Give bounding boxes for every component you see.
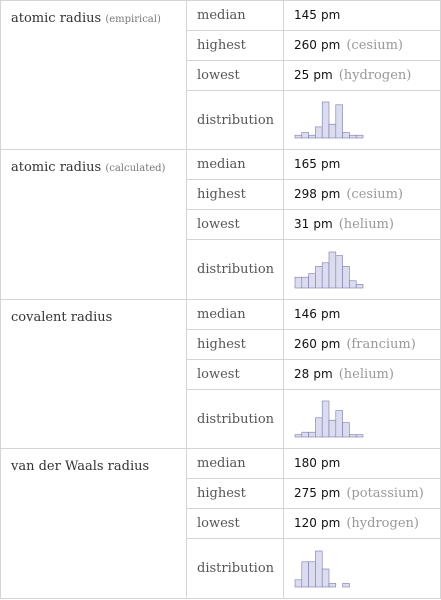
property-label: lowest [187,359,284,389]
value-number: 31 [294,217,310,232]
value-element-note: (francium) [346,336,416,352]
distribution-histogram [294,549,364,589]
value-unit: pm [313,67,333,82]
value-unit: pm [313,366,333,381]
value-element-note: (hydrogen) [338,67,412,83]
property-value [284,539,441,599]
property-label: distribution [187,539,284,599]
value-unit: pm [321,336,341,351]
property-label: highest [187,329,284,359]
value-unit: pm [321,7,341,22]
group-label: atomic radius [11,11,102,26]
value-number: 260 [294,336,317,351]
histogram-bar [315,551,322,587]
value-unit: pm [321,456,341,471]
property-value [284,299,441,329]
value-number: 260 [294,37,317,52]
value-number: 146 [294,306,317,321]
value-element-note: (helium) [338,217,394,233]
value-element-note: (cesium) [346,37,404,53]
histogram-bar [315,418,322,437]
histogram-bar [349,435,356,437]
histogram-bar [322,569,329,587]
histogram-bar [329,124,336,138]
table-row [1,1,441,31]
property-value [284,210,441,240]
property-value [284,60,441,90]
histogram-bar [356,135,363,138]
property-value [284,180,441,210]
group-sublabel: (calculated) [105,163,166,175]
value-number: 165 [294,157,317,172]
property-value [284,359,441,389]
property-value [284,240,441,300]
histogram-bar [309,561,316,586]
value-element-note: (hydrogen) [346,516,419,532]
property-label: median [187,1,284,31]
histogram-bar [336,105,343,138]
property-label: highest [187,479,284,509]
group-label-cell [1,1,187,150]
table-row [1,449,441,479]
value-number: 120 [294,516,317,531]
histogram-bar [343,133,350,139]
distribution-histogram [294,100,364,140]
value-unit: pm [321,187,341,202]
value-unit: pm [321,37,341,52]
property-label: median [187,150,284,180]
histogram-bar [349,135,356,138]
histogram-bar [343,266,350,288]
histogram-bar [309,135,316,138]
property-value [284,449,441,479]
histogram-bar [315,266,322,288]
value-number: 298 [294,187,317,202]
histogram-bar [336,411,343,437]
histogram-bar [295,277,302,288]
histogram-bar [309,273,316,287]
property-label: median [187,299,284,329]
value-element-note: (helium) [338,366,394,382]
histogram-bar [302,277,309,288]
property-value [284,479,441,509]
property-label: highest [187,180,284,210]
histogram-bar [343,583,350,587]
value-unit: pm [321,157,341,172]
property-value [284,1,441,31]
property-label: highest [187,30,284,60]
property-label: median [187,449,284,479]
property-label: distribution [187,389,284,449]
value-element-note: (cesium) [346,187,404,203]
group-label: van der Waals radius [11,459,150,475]
group-sublabel: (empirical) [105,14,161,25]
table-row [1,150,441,180]
histogram-bar [295,135,302,138]
property-label: lowest [187,210,284,240]
histogram-bar [322,401,329,437]
value-unit: pm [321,306,341,321]
property-label: lowest [187,509,284,539]
value-number: 25 [294,67,310,82]
group-label-cell [1,449,187,599]
property-label: distribution [187,240,284,300]
histogram-bar [356,284,363,288]
histogram-bar [309,432,316,437]
histogram-bar [322,102,329,138]
histogram-bar [295,435,302,437]
group-label: atomic radius [11,160,102,176]
histogram-bar [336,255,343,287]
value-number: 180 [294,456,317,471]
histogram-bar [295,579,302,586]
property-label: distribution [187,90,284,150]
property-label: lowest [187,60,284,90]
group-label-cell [1,299,187,448]
property-value [284,389,441,449]
histogram-bar [356,435,363,437]
histogram-bar [302,133,309,139]
histogram-bar [349,280,356,287]
value-number: 28 [294,366,310,381]
value-number: 145 [294,7,317,22]
histogram-bar [322,262,329,287]
property-value [284,90,441,150]
property-value [284,509,441,539]
value-unit: pm [321,486,341,501]
value-element-note: (potassium) [346,486,424,502]
histogram-bar [329,420,336,437]
histogram-bar [302,432,309,437]
distribution-histogram [294,399,364,439]
group-label-cell [1,150,187,299]
property-value [284,30,441,60]
distribution-histogram [294,250,364,290]
value-number: 275 [294,486,317,501]
histogram-bar [329,583,336,587]
property-value [284,329,441,359]
property-value [284,150,441,180]
value-unit: pm [321,516,341,531]
group-label: covalent radius [11,309,113,325]
value-unit: pm [313,217,333,232]
histogram-bar [343,423,350,437]
histogram-bar [302,561,309,586]
table-row [1,299,441,329]
histogram-bar [315,127,322,138]
histogram-bar [329,252,336,288]
